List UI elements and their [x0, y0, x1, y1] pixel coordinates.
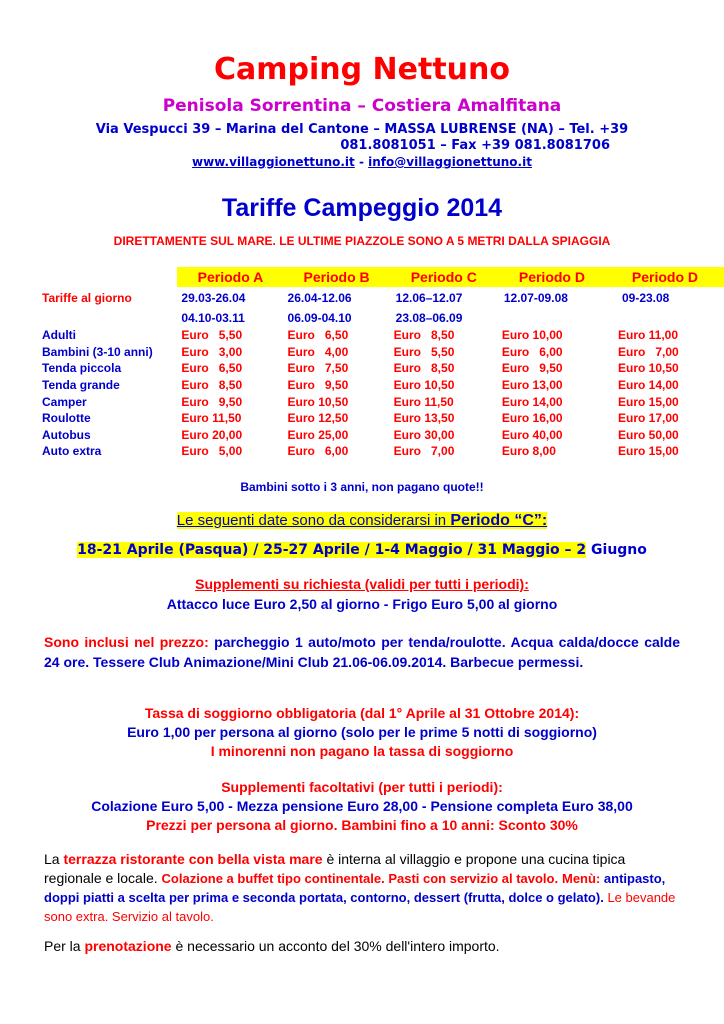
- price-cell: Euro 6,00: [501, 344, 563, 359]
- price-cell: Euro 13,50: [393, 411, 455, 426]
- ristorante-paragraph: [44, 850, 680, 926]
- price-cell: Euro 10,50: [393, 378, 455, 393]
- row-label: Tenda grande: [42, 378, 120, 393]
- price-cell: Euro 10,50: [287, 394, 349, 409]
- periodo-c-dates-highlight: 18-21 Aprile (Pasqua) / 25-27 Aprile / 1-4 Maggio / 31 Maggio – 2: [77, 542, 587, 558]
- price-cell: Euro 17,00: [617, 411, 679, 426]
- price-cell: Euro 13,00: [501, 378, 563, 393]
- ristorante-mid: è interna al villaggio e propone una cucina tipica regionale e locale.: [44, 851, 626, 886]
- periodo-c-dates: [0, 542, 724, 558]
- periodo-c-intro: [0, 512, 724, 530]
- period-header-c: Periodo C: [390, 267, 498, 287]
- sea-note: DIRETTAMENTE SUL MARE. LE ULTIME PIAZZOLE SONO A 5 METRI DALLA SPIAGGIA: [113, 234, 611, 248]
- prenotazione-highlight: prenotazione: [84, 938, 172, 954]
- price-cell: Euro 6,50: [181, 361, 243, 376]
- table-row: [42, 344, 724, 361]
- price-cell: Euro 8,00: [501, 444, 556, 459]
- tassa-title: Tassa di soggiorno obbligatoria (dal 1° Aprile al 31 Ottobre 2014):: [144, 705, 580, 721]
- dates-d2-1: 09-23.08: [621, 291, 670, 305]
- row-label: Roulotte: [42, 411, 91, 426]
- price-cell: Euro 10,50: [617, 361, 679, 376]
- price-cell: Euro 15,00: [617, 444, 679, 459]
- price-cell: Euro 16,00: [501, 411, 563, 426]
- price-cell: Euro 14,00: [501, 394, 563, 409]
- inclusi-label: Sono inclusi nel prezzo:: [44, 634, 209, 650]
- table-header-row: [42, 267, 724, 287]
- price-cell: Euro 9,50: [181, 394, 243, 409]
- dates-row-2-label: [42, 309, 177, 327]
- dates-d1-2: [498, 309, 606, 327]
- period-header-d1: Periodo D: [498, 267, 606, 287]
- table-row: [42, 393, 724, 410]
- menu-text: antipasto, doppi piatti a scelta per prima e seconda portata, contorno, dessert (frutta, dolce o gelato).: [44, 871, 666, 905]
- dates-d1-1: 12.07-09.08: [503, 291, 568, 305]
- table-row: [42, 327, 724, 344]
- supplementi-text: Attacco luce Euro 2,50 al giorno - Frigo Euro 5,00 al giorno: [166, 596, 558, 612]
- inclusi-text: parcheggio 1 auto/moto per tenda/roulotte. Acqua calda/docce calde 24 ore. Tessere Club Animazione/Mini Club 21.06-06.09.2014. Barbecue permessi.: [44, 634, 680, 670]
- table-row: [42, 410, 724, 427]
- dates-c-1: 12.06–12.07: [395, 291, 463, 305]
- dates-c-2: 23.08–06.09: [395, 311, 463, 325]
- dates-d2-2: [606, 309, 724, 327]
- price-cell: Euro 15,00: [617, 394, 679, 409]
- price-cell: Euro 5,50: [393, 344, 455, 359]
- table-row: [42, 377, 724, 394]
- website-link[interactable]: www.villaggionettuno.it: [192, 155, 355, 169]
- facoltativi-section: [0, 778, 724, 835]
- tariffe-heading: Tariffe Campeggio 2014: [221, 194, 503, 222]
- dates-b-1: 26.04-12.06: [287, 291, 352, 305]
- row-label: Tenda piccola: [42, 361, 122, 376]
- price-cell: Euro 30,00: [393, 427, 455, 442]
- table-row: [42, 443, 724, 460]
- ristorante-pre: La: [44, 851, 64, 867]
- row-label: Camper: [42, 394, 87, 409]
- price-cell: Euro 40,00: [501, 427, 563, 442]
- tassa-section: [0, 704, 724, 761]
- row-label: Bambini (3-10 anni): [42, 344, 153, 359]
- facoltativi-line-2: Prezzi per persona al giorno. Bambini fino a 10 anni: Sconto 30%: [146, 817, 578, 833]
- link-separator: -: [354, 155, 369, 169]
- periodo-c-intro-text: Le seguenti date sono da considerarsi in: [176, 512, 451, 529]
- row-label: Auto extra: [42, 444, 102, 459]
- period-header-a: Periodo A: [177, 267, 283, 287]
- facoltativi-line-1: Colazione Euro 5,00 - Mezza pensione Euro 28,00 - Pensione completa Euro 38,00: [91, 798, 633, 814]
- price-cell: Euro 9,50: [501, 361, 563, 376]
- price-cell: Euro 20,00: [181, 427, 243, 442]
- price-cell: Euro 4,00: [287, 344, 349, 359]
- inclusi-paragraph: [44, 632, 680, 672]
- address-line-2: 081.8081051 – Fax +39 081.8081706: [340, 138, 610, 153]
- price-cell: Euro 25,00: [287, 427, 349, 442]
- tassa-line-1: Euro 1,00 per persona al giorno (solo per le prime 5 notti di soggiorno): [127, 724, 597, 740]
- children-note: Bambini sotto i 3 anni, non pagano quote!!: [240, 480, 484, 494]
- dates-row-1: [42, 287, 724, 309]
- period-header-b: Periodo B: [284, 267, 390, 287]
- price-cell: Euro 14,00: [617, 378, 679, 393]
- row-label: Adulti: [42, 328, 76, 343]
- price-cell: Euro 7,00: [617, 344, 679, 359]
- periodo-c-label: Periodo “C”:: [450, 512, 548, 529]
- page-title: Camping Nettuno: [213, 52, 510, 87]
- tariffe-table: [42, 267, 724, 460]
- price-cell: Euro 6,50: [287, 328, 349, 343]
- prenotazione-post: è necessario un acconto del 30% dell'intero importo.: [171, 938, 500, 954]
- price-cell: Euro 6,00: [287, 444, 349, 459]
- dates-a-2: 04.10-03.11: [181, 311, 245, 325]
- prenotazione-pre: Per la: [44, 938, 85, 954]
- address-line-1: Via Vespucci 39 – Marina del Cantone – MASSA LUBRENSE (NA) – Tel. +39: [95, 122, 629, 137]
- page-subtitle: Penisola Sorrentina – Costiera Amalfitana: [162, 96, 562, 116]
- price-cell: Euro 8,50: [181, 378, 243, 393]
- dates-row-2: [42, 309, 724, 327]
- price-cell: Euro 11,50: [393, 394, 454, 409]
- bevande-note: Le bevande sono extra. Servizio al tavolo.: [44, 890, 676, 924]
- price-cell: Euro 12,50: [287, 411, 349, 426]
- dates-a-1: 29.03-26.04: [181, 291, 246, 305]
- price-cell: Euro 5,00: [181, 444, 243, 459]
- price-cell: Euro 11,00: [617, 328, 679, 343]
- supplementi-title: Supplementi su richiesta (validi per tutti i periodi):: [195, 576, 529, 592]
- dates-b-2: 06.09-04.10: [287, 311, 352, 325]
- price-cell: Euro 5,50: [181, 328, 243, 343]
- ristorante-colazione: Colazione a buffet tipo continentale. Pasti con servizio al tavolo.: [161, 871, 559, 886]
- periodo-c-highlight: [177, 512, 547, 529]
- price-cell: Euro 7,50: [287, 361, 349, 376]
- table-row: [42, 360, 724, 377]
- periodo-c-dates-tail: Giugno: [586, 542, 647, 558]
- price-cell: Euro 11,50: [181, 411, 242, 426]
- price-cell: Euro 10,00: [501, 328, 563, 343]
- price-cell: Euro 8,50: [393, 361, 455, 376]
- price-cell: Euro 7,00: [393, 444, 455, 459]
- facoltativi-title: Supplementi facoltativi (per tutti i periodi):: [221, 779, 503, 795]
- tassa-line-2: I minorenni non pagano la tassa di soggiorno: [210, 743, 514, 759]
- menu-label: Menù:: [562, 871, 601, 886]
- contact-links: [0, 155, 724, 169]
- price-cell: Euro 3,00: [181, 344, 243, 359]
- price-cell: Euro 8,50: [393, 328, 455, 343]
- price-cell: Euro 9,50: [287, 378, 349, 393]
- daily-label: Tariffe al giorno: [42, 291, 132, 305]
- prenotazione-paragraph: [44, 938, 680, 954]
- row-label: Autobus: [42, 427, 91, 442]
- ristorante-highlight: terrazza ristorante con bella vista mare: [63, 851, 323, 867]
- table-row: [42, 427, 724, 444]
- price-cell: Euro 50,00: [617, 427, 679, 442]
- header-empty-cell: [42, 267, 177, 287]
- email-link[interactable]: info@villaggionettuno.it: [368, 155, 532, 169]
- period-header-d2: Periodo D: [606, 267, 724, 287]
